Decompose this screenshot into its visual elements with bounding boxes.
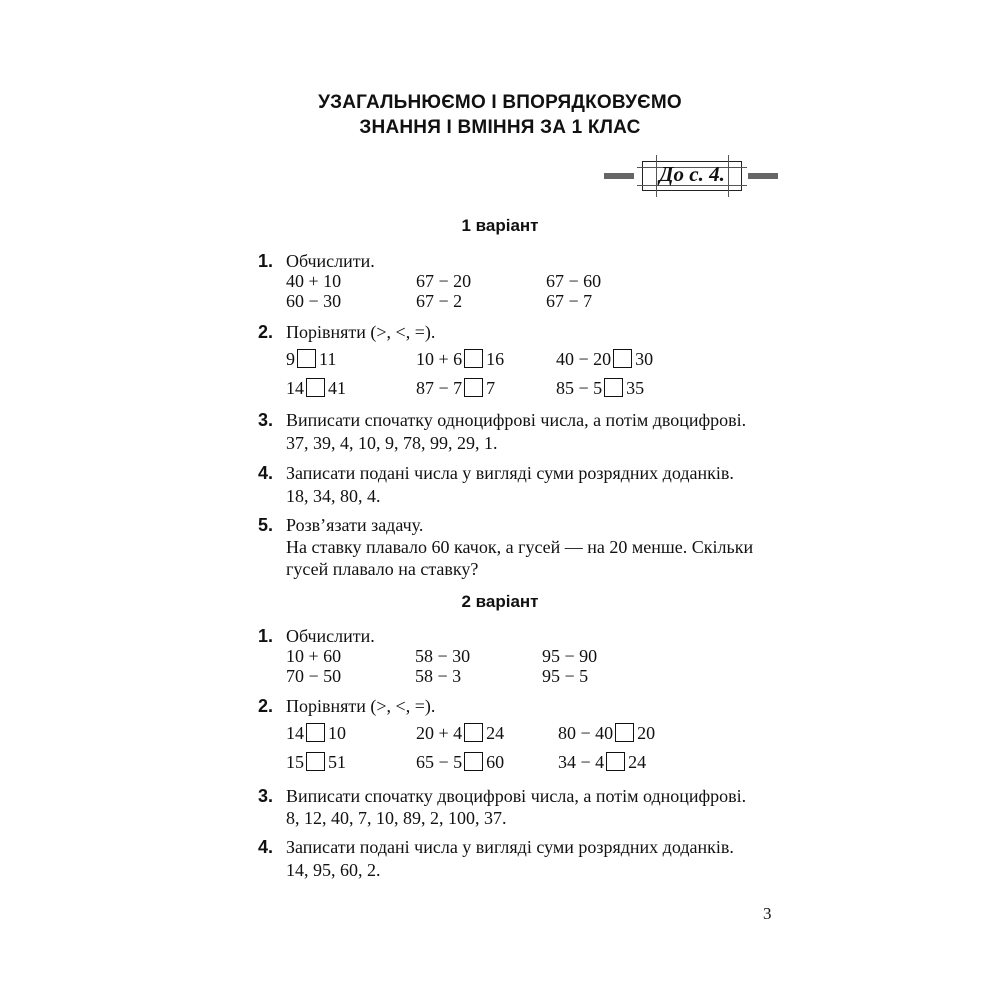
task-number: 3.: [258, 786, 274, 806]
task-text: Порівняти (>, <, =).: [286, 322, 436, 342]
expression: 67 − 20: [416, 271, 472, 291]
task-text: Обчислити.: [286, 251, 375, 271]
page-number: 3: [763, 904, 772, 923]
expression: 60 − 30: [286, 291, 342, 311]
page-reference-marker: [604, 155, 778, 197]
reference-label: До с. 4.: [659, 162, 725, 186]
comparison: 10 + 6 16: [416, 349, 505, 369]
task-text: Порівняти (>, <, =).: [286, 696, 436, 716]
task-text: Записати подані числа у вигляді суми розрядних доданків.: [286, 463, 734, 483]
reference-bar-right: [748, 173, 778, 179]
answer-box[interactable]: [604, 378, 623, 397]
task-number: 4.: [258, 837, 274, 857]
task-number: 4.: [258, 463, 274, 483]
answer-box[interactable]: [464, 752, 483, 771]
task-text-line: На ставку плавало 60 качок, а гусей — на 20 менше. Скільки: [286, 537, 754, 557]
answer-box[interactable]: [464, 723, 483, 742]
task-text: Обчислити.: [286, 626, 375, 646]
task-text: Записати подані числа у вигляді суми розрядних доданків.: [286, 837, 734, 857]
expression: 95 − 90: [542, 646, 598, 666]
page-title-line-2: ЗНАННЯ І ВМІННЯ ЗА 1 КЛАС: [359, 117, 641, 138]
answer-box[interactable]: [606, 752, 625, 771]
task-number: 2.: [258, 696, 274, 716]
page-title-line-1: УЗАГАЛЬНЮЄМО І ВПОРЯДКОВУЄМО: [318, 92, 682, 113]
answer-box[interactable]: [306, 752, 325, 771]
task-number: 1.: [258, 251, 274, 271]
task-numbers: 8, 12, 40, 7, 10, 89, 2, 100, 37.: [286, 808, 507, 828]
comparison: 9 11: [286, 349, 337, 369]
task-text: Розв’язати задачу.: [286, 515, 424, 535]
comparison: 65 − 5 60: [416, 752, 505, 772]
answer-box[interactable]: [297, 349, 316, 368]
task-text: Виписати спочатку одноцифрові числа, а потім двоцифрові.: [286, 410, 747, 430]
comparison: 87 − 7 7: [416, 378, 496, 398]
comparison: 80 − 40 20: [558, 723, 656, 743]
answer-box[interactable]: [613, 349, 632, 368]
expression: 95 − 5: [542, 666, 589, 686]
answer-box[interactable]: [306, 723, 325, 742]
comparison: 15 51: [286, 752, 346, 772]
expression: 70 − 50: [286, 666, 342, 686]
task-text: Виписати спочатку двоцифрові числа, а потім одноцифрові.: [286, 786, 747, 806]
task-numbers: 14, 95, 60, 2.: [286, 860, 381, 880]
comparison: 40 − 20 30: [556, 349, 654, 369]
task-number: 2.: [258, 322, 274, 342]
expression: 67 − 60: [546, 271, 602, 291]
expression: 67 − 2: [416, 291, 463, 311]
expression: 58 − 3: [415, 666, 462, 686]
variant-1-heading: 1 варіант: [461, 216, 539, 235]
task-number: 3.: [258, 410, 274, 430]
reference-bar-left: [604, 173, 634, 179]
expression: 58 − 30: [415, 646, 471, 666]
comparison: 20 + 4 24: [416, 723, 505, 743]
comparison: 85 − 5 35: [556, 378, 645, 398]
expression: 40 + 10: [286, 271, 342, 291]
task-number: 1.: [258, 626, 274, 646]
expression: 10 + 60: [286, 646, 342, 666]
task-numbers: 18, 34, 80, 4.: [286, 486, 381, 506]
comparison: 14 10: [286, 723, 346, 743]
answer-box[interactable]: [464, 349, 483, 368]
comparison: 14 41: [286, 378, 346, 398]
comparison: 34 − 4 24: [558, 752, 647, 772]
task-numbers: 37, 39, 4, 10, 9, 78, 99, 29, 1.: [286, 433, 498, 453]
answer-box[interactable]: [615, 723, 634, 742]
task-number: 5.: [258, 515, 274, 535]
expression: 67 − 7: [546, 291, 593, 311]
answer-box[interactable]: [306, 378, 325, 397]
variant-2-heading: 2 варіант: [461, 592, 539, 611]
answer-box[interactable]: [464, 378, 483, 397]
task-text-line: гусей плавало на ставку?: [286, 559, 479, 579]
